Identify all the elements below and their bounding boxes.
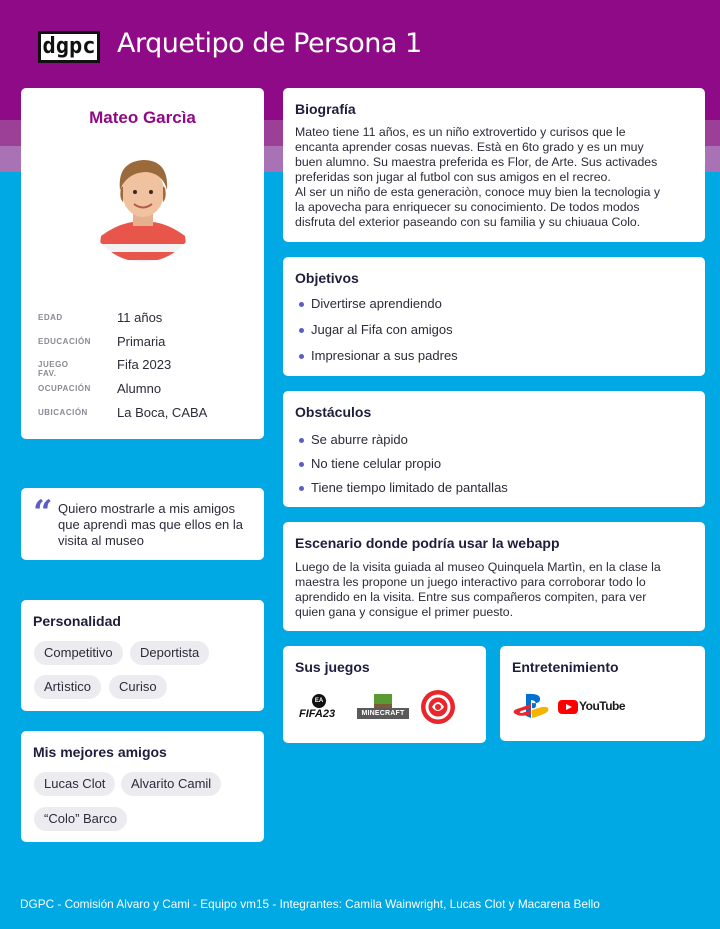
personality-title: Personalidad <box>33 613 121 629</box>
biography-line: buen alumno. Su maestra preferida es Flor, de Arte. Sus activades <box>295 155 658 169</box>
dgpc-logo: dgpc <box>38 31 100 63</box>
footer-credits: DGPC - Comisión Alvaro y Cami - Equipo vm15 - Integrantes: Camila Wainwright, Lucas Clot y Macarena Bello <box>20 897 600 911</box>
biography-line: disfruta del exterior paseando con su familia y su chiuaua Colo. <box>295 215 641 229</box>
playstation-logo-icon <box>512 692 550 720</box>
obstacle-item: No tiene celular propio <box>299 456 508 480</box>
obstacle-item: Se aburre ràpido <box>299 432 508 456</box>
minecraft-label: MINECRAFT <box>361 710 405 717</box>
obstacle-item: Tiene tiempo limitado de pantallas <box>299 480 508 504</box>
info-value: Primaria <box>117 333 166 349</box>
entertainment-card <box>500 646 705 741</box>
info-value: Fifa 2023 <box>117 357 172 373</box>
friend-tag: Lucas Clot <box>34 772 115 796</box>
friends-card <box>21 731 264 842</box>
persona-name: Mateo Garcìa <box>89 108 196 127</box>
info-label: EDUCACIÓN <box>38 336 91 346</box>
goals-list <box>299 296 458 374</box>
minecraft-logo-icon <box>357 694 409 720</box>
entertainment-title: Entretenimiento <box>512 659 619 675</box>
biography-line: Al ser un niño de esta generaciòn, conoce muy bien la tecnologia y <box>295 185 661 199</box>
avatar <box>87 150 199 262</box>
biography-text <box>295 125 685 230</box>
scenario-line: quien gana y consigue el primer puesto. <box>295 605 514 619</box>
goal-item: Jugar al Fifa con amigos <box>299 322 458 348</box>
goals-card <box>283 257 705 376</box>
quote-text: Quiero mostrarle a mis amigos que aprendì mas que ellos en la visita al museo <box>58 501 244 548</box>
scenario-text <box>295 560 685 620</box>
youtube-label: YouTube <box>579 699 626 713</box>
personality-card <box>21 600 264 711</box>
youtube-logo-icon <box>558 698 626 716</box>
obstacles-card <box>283 391 705 507</box>
personality-tag: Competitivo <box>34 641 123 665</box>
scenario-line: aprendido en la visita. Entre sus compañeros compiten, para ver <box>295 590 647 604</box>
biography-line: preferidas son jugar al futbol con sus amigos en el recreo. <box>295 170 611 184</box>
game-logo-icon <box>420 689 456 725</box>
biography-title: Biografía <box>295 101 356 117</box>
biography-line: la apovecha para enriquecer su conocimiento. De todos modos <box>295 200 640 214</box>
ea-logo-icon: EA <box>312 694 326 708</box>
personality-tag: Curiso <box>109 675 167 699</box>
biography-card <box>283 88 705 242</box>
goal-item: Impresionar a sus padres <box>299 348 458 374</box>
info-label: JUEGO FAV. <box>38 360 69 379</box>
info-label: UBICACIÓN <box>38 407 88 417</box>
obstacles-list <box>299 432 508 504</box>
profile-card <box>21 88 264 439</box>
info-label: EDAD <box>38 313 63 322</box>
personality-tag: Artìstico <box>34 675 101 699</box>
friends-title: Mis mejores amigos <box>33 744 167 760</box>
info-value: La Boca, CABA <box>117 404 208 420</box>
obstacles-title: Obstáculos <box>295 404 372 420</box>
scenario-card <box>283 522 705 631</box>
quote-card <box>21 488 264 560</box>
biography-line: Mateo tiene 11 años, es un niño extrovertido y curisos que le <box>295 125 626 139</box>
friend-tag: “Colo” Barco <box>34 807 127 831</box>
scenario-line: maestra les propone un juego interactivo para corroborar todo lo <box>295 575 646 589</box>
biography-line: encanta aprender cosas nuevas. Està en 6to grado y es un muy <box>295 140 644 154</box>
scenario-line: Luego de la visita guiada al museo Quinquela Martìn, en la clase la <box>295 560 661 574</box>
personality-tag: Deportista <box>130 641 209 665</box>
fifa23-label: FIFA23 <box>299 708 336 720</box>
goals-title: Objetivos <box>295 270 359 286</box>
quote-icon: “ <box>33 493 53 533</box>
games-card <box>283 646 486 743</box>
info-label: OCUPACIÓN <box>38 384 91 394</box>
scenario-title: Escenario donde podría usar la webapp <box>295 535 560 551</box>
games-title: Sus juegos <box>295 659 370 675</box>
friend-tag: Alvarito Camil <box>121 772 221 796</box>
info-value: Alumno <box>117 381 162 397</box>
info-value: 11 años <box>117 310 163 325</box>
page-title: Arquetipo de Persona 1 <box>117 28 422 59</box>
fifa23-logo-icon <box>299 694 343 724</box>
goal-item: Divertirse aprendiendo <box>299 296 458 322</box>
